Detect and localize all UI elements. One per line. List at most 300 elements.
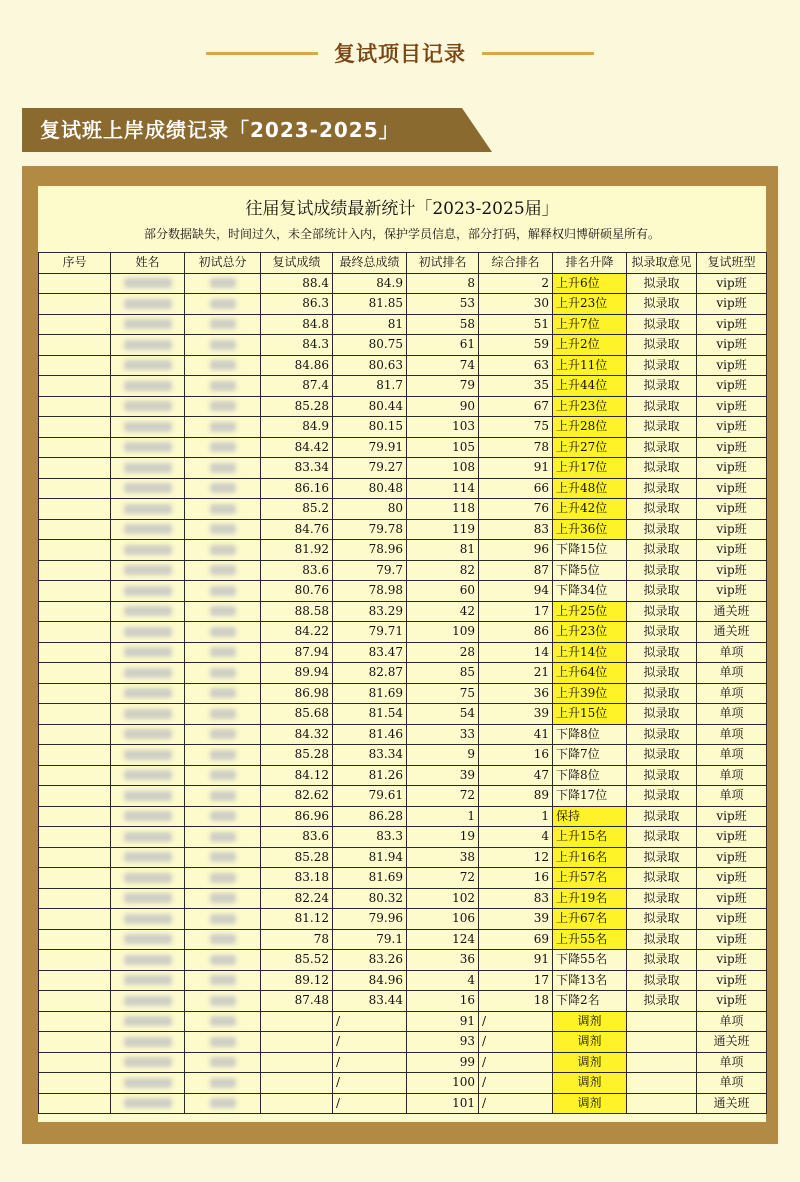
column-header: 序号 <box>39 253 111 274</box>
table-cell: 81.85 <box>333 294 407 315</box>
table-cell: vip班 <box>697 806 767 827</box>
table-cell: 拟录取 <box>627 929 697 950</box>
table-cell: 89 <box>479 786 553 807</box>
table-cell: 17 <box>479 970 553 991</box>
table-cell: 拟录取 <box>627 273 697 294</box>
table-cell: 86.28 <box>333 806 407 827</box>
masked-name <box>124 340 172 350</box>
table-cell: 83.34 <box>333 745 407 766</box>
table-cell: 36 <box>407 950 479 971</box>
table-row <box>39 683 767 704</box>
table-cell: 单项 <box>697 663 767 684</box>
table-cell: 拟录取 <box>627 540 697 561</box>
table-cell: 拟录取 <box>627 560 697 581</box>
table-cell: 99 <box>407 1052 479 1073</box>
table-cell: 拟录取 <box>627 396 697 417</box>
table-cell <box>261 1011 333 1032</box>
sheet-note: 部分数据缺失，时间过久，未全部统计入内，保护学员信息，部分打码，解释权归博研硕星所有。 <box>143 227 660 241</box>
table-cell: vip班 <box>697 888 767 909</box>
table-cell: 1 <box>407 806 479 827</box>
table-cell: 118 <box>407 499 479 520</box>
table-cell <box>39 396 111 417</box>
table-cell: vip班 <box>697 478 767 499</box>
table-row <box>39 950 767 971</box>
table-cell <box>39 827 111 848</box>
table-cell: 81 <box>407 540 479 561</box>
table-cell <box>111 499 185 520</box>
table-row <box>39 314 767 335</box>
table-row <box>39 396 767 417</box>
table-cell: 上升23位 <box>553 622 627 643</box>
table-cell: / <box>333 1011 407 1032</box>
masked-name <box>124 1037 172 1047</box>
column-header: 复试班型 <box>697 253 767 274</box>
masked-score <box>210 750 236 760</box>
table-cell <box>39 273 111 294</box>
table-cell: vip班 <box>697 376 767 397</box>
table-cell: 上升6位 <box>553 273 627 294</box>
masked-name <box>124 504 172 514</box>
table-cell: 拟录取 <box>627 704 697 725</box>
table-cell: 上升16名 <box>553 847 627 868</box>
table-cell: 83.6 <box>261 827 333 848</box>
masked-name <box>124 955 172 965</box>
table-cell: 上升17位 <box>553 458 627 479</box>
table-cell: 81 <box>333 314 407 335</box>
score-sheet <box>38 186 766 1122</box>
table-cell: 拟录取 <box>627 601 697 622</box>
table-cell: 83.44 <box>333 991 407 1012</box>
table-row <box>39 888 767 909</box>
table-cell: 上升57名 <box>553 868 627 889</box>
table-cell: 16 <box>479 868 553 889</box>
table-row <box>39 827 767 848</box>
table-cell <box>185 1073 261 1094</box>
table-cell: 21 <box>479 663 553 684</box>
table-cell: 18 <box>479 991 553 1012</box>
table-cell: 84.9 <box>333 273 407 294</box>
table-cell <box>39 765 111 786</box>
masked-name <box>124 1016 172 1026</box>
table-cell: 79 <box>407 376 479 397</box>
table-cell: / <box>333 1093 407 1114</box>
table-cell <box>185 827 261 848</box>
table-cell: 调剂 <box>553 1073 627 1094</box>
masked-name <box>124 770 172 780</box>
table-cell: 75 <box>479 417 553 438</box>
masked-name <box>124 791 172 801</box>
table-cell: 上升19名 <box>553 888 627 909</box>
score-table <box>38 252 767 1114</box>
table-cell: 单项 <box>697 683 767 704</box>
masked-score <box>210 463 236 473</box>
table-cell: 19 <box>407 827 479 848</box>
table-cell: 8 <box>407 273 479 294</box>
table-cell: 72 <box>407 786 479 807</box>
table-cell: 81.26 <box>333 765 407 786</box>
table-cell: 90 <box>407 396 479 417</box>
table-cell: 下降34位 <box>553 581 627 602</box>
table-cell <box>185 1093 261 1114</box>
table-cell: 调剂 <box>553 1052 627 1073</box>
column-header: 综合排名 <box>479 253 553 274</box>
table-cell: 80.75 <box>333 335 407 356</box>
table-cell: 91 <box>479 950 553 971</box>
table-cell: 下降17位 <box>553 786 627 807</box>
table-cell: 53 <box>407 294 479 315</box>
table-cell <box>111 273 185 294</box>
table-cell: 上升36位 <box>553 519 627 540</box>
table-cell: 85 <box>407 663 479 684</box>
table-cell: 79.71 <box>333 622 407 643</box>
table-cell: 84.86 <box>261 355 333 376</box>
table-cell <box>111 724 185 745</box>
table-cell: 81.7 <box>333 376 407 397</box>
masked-name <box>124 975 172 985</box>
table-cell: 105 <box>407 437 479 458</box>
masked-name <box>124 750 172 760</box>
table-cell: 101 <box>407 1093 479 1114</box>
table-row <box>39 437 767 458</box>
table-cell: 84.9 <box>261 417 333 438</box>
table-cell: 51 <box>479 314 553 335</box>
table-cell <box>39 540 111 561</box>
table-cell <box>111 581 185 602</box>
table-cell: 通关班 <box>697 622 767 643</box>
table-cell: 79.91 <box>333 437 407 458</box>
masked-name <box>124 524 172 534</box>
masked-name <box>124 360 172 370</box>
table-cell: 12 <box>479 847 553 868</box>
column-header: 初试排名 <box>407 253 479 274</box>
masked-name <box>124 278 172 288</box>
table-cell: 78 <box>261 929 333 950</box>
table-cell: 83.34 <box>261 458 333 479</box>
masked-name <box>124 647 172 657</box>
table-cell: 83.26 <box>333 950 407 971</box>
table-cell: 上升15名 <box>553 827 627 848</box>
table-cell: 拟录取 <box>627 765 697 786</box>
masked-name <box>124 442 172 452</box>
table-cell: 84.3 <box>261 335 333 356</box>
table-cell: vip班 <box>697 396 767 417</box>
table-cell: 拟录取 <box>627 970 697 991</box>
table-cell: 上升64位 <box>553 663 627 684</box>
table-cell: 拟录取 <box>627 868 697 889</box>
column-header: 初试总分 <box>185 253 261 274</box>
table-cell <box>39 745 111 766</box>
table-cell: 82.87 <box>333 663 407 684</box>
table-row <box>39 765 767 786</box>
table-cell: 66 <box>479 478 553 499</box>
masked-score <box>210 914 236 924</box>
masked-score <box>210 381 236 391</box>
table-cell <box>39 1093 111 1114</box>
table-cell: 108 <box>407 458 479 479</box>
table-cell <box>111 601 185 622</box>
table-cell <box>185 355 261 376</box>
table-cell: / <box>479 1093 553 1114</box>
table-cell: 81.46 <box>333 724 407 745</box>
table-cell: 上升7位 <box>553 314 627 335</box>
table-cell: 84.8 <box>261 314 333 335</box>
section-title: 复试项目记录 <box>334 42 466 66</box>
table-cell <box>185 417 261 438</box>
table-cell: 单项 <box>697 1073 767 1094</box>
table-cell: 80.15 <box>333 417 407 438</box>
table-cell: 47 <box>479 765 553 786</box>
table-cell <box>111 1032 185 1053</box>
table-cell: 85.28 <box>261 745 333 766</box>
table-cell: 85.68 <box>261 704 333 725</box>
table-row <box>39 909 767 930</box>
table-cell <box>39 458 111 479</box>
table-cell: 拟录取 <box>627 745 697 766</box>
masked-score <box>210 852 236 862</box>
masked-score <box>210 811 236 821</box>
table-cell: 106 <box>407 909 479 930</box>
table-cell: vip班 <box>697 458 767 479</box>
table-cell: vip班 <box>697 355 767 376</box>
table-row <box>39 806 767 827</box>
masked-score <box>210 955 236 965</box>
masked-score <box>210 975 236 985</box>
table-cell: 119 <box>407 519 479 540</box>
masked-name <box>124 401 172 411</box>
masked-score <box>210 873 236 883</box>
table-cell: 拟录取 <box>627 499 697 520</box>
table-cell <box>39 1032 111 1053</box>
masked-name <box>124 1098 172 1108</box>
masked-score <box>210 668 236 678</box>
table-cell <box>627 1093 697 1114</box>
table-cell <box>185 1011 261 1032</box>
table-cell <box>111 355 185 376</box>
table-cell <box>39 499 111 520</box>
table-cell: 79.27 <box>333 458 407 479</box>
header-line-left <box>206 52 318 55</box>
table-cell: 86.98 <box>261 683 333 704</box>
table-row <box>39 560 767 581</box>
table-cell <box>39 970 111 991</box>
table-cell: 83 <box>479 888 553 909</box>
table-cell <box>111 642 185 663</box>
table-cell: 上升39位 <box>553 683 627 704</box>
table-cell: 84.96 <box>333 970 407 991</box>
table-cell: 83 <box>479 519 553 540</box>
table-cell: 调剂 <box>553 1032 627 1053</box>
table-cell: 拟录取 <box>627 683 697 704</box>
table-cell <box>39 663 111 684</box>
table-cell <box>111 765 185 786</box>
table-cell <box>111 1052 185 1073</box>
table-cell: 79.7 <box>333 560 407 581</box>
masked-score <box>210 545 236 555</box>
table-cell: 84.42 <box>261 437 333 458</box>
table-cell: 28 <box>407 642 479 663</box>
table-row <box>39 642 767 663</box>
table-cell: 上升23位 <box>553 396 627 417</box>
table-header-row <box>39 253 767 274</box>
table-cell <box>185 437 261 458</box>
table-cell: 80.63 <box>333 355 407 376</box>
table-cell: 拟录取 <box>627 581 697 602</box>
sheet-title: 往届复试成绩最新统计「2023-2025届」 <box>245 199 559 219</box>
table-cell: 拟录取 <box>627 950 697 971</box>
table-cell <box>39 294 111 315</box>
table-cell: vip班 <box>697 950 767 971</box>
table-row <box>39 355 767 376</box>
table-cell: 拟录取 <box>627 909 697 930</box>
table-cell: 下降5位 <box>553 560 627 581</box>
table-row <box>39 1032 767 1053</box>
table-cell <box>111 335 185 356</box>
table-cell <box>111 417 185 438</box>
table-cell: 63 <box>479 355 553 376</box>
masked-score <box>210 483 236 493</box>
masked-score <box>210 627 236 637</box>
table-cell: 拟录取 <box>627 314 697 335</box>
table-cell: 通关班 <box>697 1093 767 1114</box>
masked-name <box>124 709 172 719</box>
table-cell <box>39 437 111 458</box>
table-cell <box>111 1073 185 1094</box>
table-row <box>39 581 767 602</box>
table-cell: 上升28位 <box>553 417 627 438</box>
masked-name <box>124 483 172 493</box>
table-cell <box>185 683 261 704</box>
table-cell: 上升67名 <box>553 909 627 930</box>
table-cell <box>185 909 261 930</box>
table-cell: 上升25位 <box>553 601 627 622</box>
table-row <box>39 458 767 479</box>
table-cell <box>185 335 261 356</box>
table-cell <box>39 704 111 725</box>
table-row <box>39 847 767 868</box>
table-cell <box>185 458 261 479</box>
table-cell <box>185 642 261 663</box>
table-cell: 拟录取 <box>627 663 697 684</box>
table-cell: 80.32 <box>333 888 407 909</box>
masked-name <box>124 934 172 944</box>
table-cell: 86.3 <box>261 294 333 315</box>
table-cell: 79.1 <box>333 929 407 950</box>
table-cell <box>111 519 185 540</box>
table-cell: 39 <box>407 765 479 786</box>
table-cell: / <box>479 1052 553 1073</box>
masked-score <box>210 442 236 452</box>
table-cell: 79.96 <box>333 909 407 930</box>
table-cell <box>185 970 261 991</box>
table-cell: 35 <box>479 376 553 397</box>
table-cell <box>39 847 111 868</box>
table-cell: 80.48 <box>333 478 407 499</box>
table-cell: 114 <box>407 478 479 499</box>
table-cell <box>39 581 111 602</box>
table-cell: 86.96 <box>261 806 333 827</box>
table-cell: vip班 <box>697 437 767 458</box>
table-cell: 调剂 <box>553 1011 627 1032</box>
table-cell: 78 <box>479 437 553 458</box>
table-cell <box>111 540 185 561</box>
table-cell <box>111 929 185 950</box>
masked-score <box>210 770 236 780</box>
table-row <box>39 786 767 807</box>
table-cell: 89.94 <box>261 663 333 684</box>
table-cell: 76 <box>479 499 553 520</box>
masked-name <box>124 996 172 1006</box>
table-cell <box>39 519 111 540</box>
table-cell <box>39 314 111 335</box>
table-cell: vip班 <box>697 560 767 581</box>
table-cell: / <box>479 1073 553 1094</box>
table-cell <box>111 991 185 1012</box>
table-cell: 59 <box>479 335 553 356</box>
table-cell <box>185 273 261 294</box>
table-cell: 拟录取 <box>627 642 697 663</box>
masked-score <box>210 360 236 370</box>
table-cell: 2 <box>479 273 553 294</box>
table-cell <box>39 622 111 643</box>
table-cell: 拟录取 <box>627 417 697 438</box>
table-cell: vip班 <box>697 847 767 868</box>
table-cell: vip班 <box>697 970 767 991</box>
table-cell <box>111 622 185 643</box>
table-cell: / <box>333 1032 407 1053</box>
table-cell: 91 <box>479 458 553 479</box>
table-cell <box>111 458 185 479</box>
masked-name <box>124 627 172 637</box>
table-cell: 84.22 <box>261 622 333 643</box>
table-cell <box>39 478 111 499</box>
table-cell: 78.96 <box>333 540 407 561</box>
table-cell <box>111 663 185 684</box>
masked-name <box>124 832 172 842</box>
table-cell <box>185 868 261 889</box>
table-cell <box>39 868 111 889</box>
table-cell: 81.92 <box>261 540 333 561</box>
table-cell: 30 <box>479 294 553 315</box>
table-cell <box>185 724 261 745</box>
table-cell: 81.12 <box>261 909 333 930</box>
masked-score <box>210 422 236 432</box>
table-cell <box>39 355 111 376</box>
table-cell: 14 <box>479 642 553 663</box>
table-cell <box>111 806 185 827</box>
table-cell: 下降13名 <box>553 970 627 991</box>
table-cell <box>111 314 185 335</box>
table-cell: 83.18 <box>261 868 333 889</box>
masked-name <box>124 729 172 739</box>
table-cell: 39 <box>479 704 553 725</box>
column-header: 最终总成绩 <box>333 253 407 274</box>
table-cell: vip班 <box>697 499 767 520</box>
table-cell: 上升11位 <box>553 355 627 376</box>
table-cell <box>39 683 111 704</box>
masked-name <box>124 914 172 924</box>
masked-name <box>124 606 172 616</box>
table-cell: vip班 <box>697 991 767 1012</box>
table-cell: vip班 <box>697 540 767 561</box>
table-cell: 拟录取 <box>627 622 697 643</box>
table-cell <box>111 376 185 397</box>
table-cell <box>39 1052 111 1073</box>
table-cell: 96 <box>479 540 553 561</box>
table-body <box>39 273 767 1114</box>
table-cell <box>111 704 185 725</box>
column-header: 排名升降 <box>553 253 627 274</box>
masked-score <box>210 1098 236 1108</box>
